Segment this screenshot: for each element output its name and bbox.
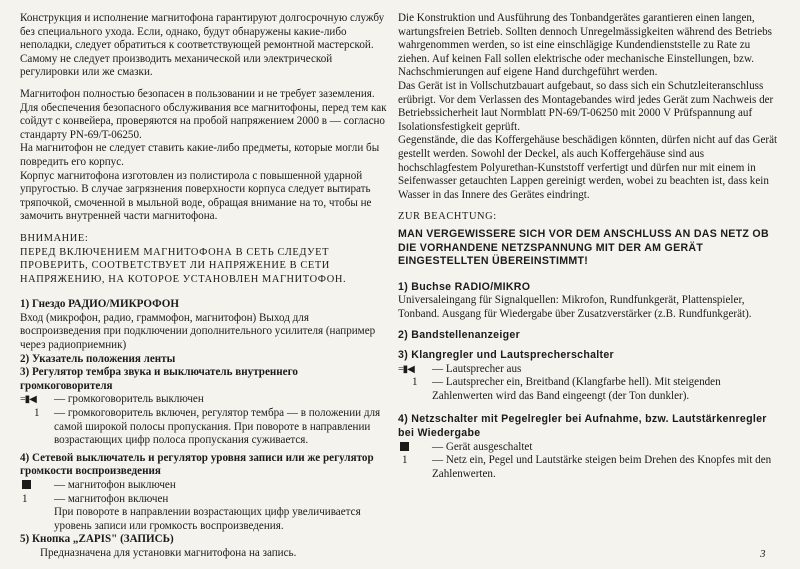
russian-column xyxy=(20,12,392,561)
section-3-pos1-row: 1 — Lautsprecher ein, Breitband (Klangfarbe hell). Mit steigenden Zahlenwerten wird das Band eingeengt (der Ton dunkler). xyxy=(412,376,721,402)
section-3-off-row: =▮◀ — Lautsprecher aus xyxy=(398,362,522,375)
section-4-title: 4) Сетевой выключатель и регулятор уровня записи или же регулятор громкости воспроизведения xyxy=(20,451,374,478)
section-1-title: 1) Гнездо РАДИО/МИКРОФОН xyxy=(20,298,180,311)
section-3-pos1-row: 1 — громкоговоритель включен, регулятор тембра — в положении для самой широкой полосы пропускания. При повороте в направлении возрастающих цифр полоса пропускания суживается. xyxy=(34,407,381,447)
warning-text: ПЕРЕД ВКЛЮЧЕНИЕМ МАГНИТОФОНА В СЕТЬ СЛЕДУЕТ ПРОВЕРИТЬ, СООТВЕТСТВУЕТ ЛИ НАПРЯЖЕНИЕ В СЕТИ НАПРЯЖЕНИЮ, НА КОТОРОЕ УСТАНОВЛЕН МАГНИТОФОН. xyxy=(20,246,347,285)
power-off-icon xyxy=(20,479,54,493)
intro-paragraph: Корпус магнитофона изготовлен из полистирола с повышенной ударной упругостью. В случае загрязнения поверхности корпуса следует вытирать тряпочкой, смоченной в мыльной воде, обращая внимание на то, чтобы не замочить внутренней части магнитофона. xyxy=(20,169,372,223)
warning-title: ВНИМАНИЕ: xyxy=(20,232,89,244)
section-4-off-row: — магнитофон выключен xyxy=(20,479,392,493)
section-4-off-row: — Gerät ausgeschaltet xyxy=(398,441,782,455)
section-3-off-row: =▮◀ — громкоговоритель выключен xyxy=(20,393,204,406)
intro-paragraph: Магнитофон полностью безопасен в пользовании и не требует заземления. Для обеспечения безопасного обслуживания все магнитофоны, перед тем как сойдут с конвейера, проверяются на пробой напряжением 2000 в — согласно стандарту PN-69/T-06250. xyxy=(20,87,387,141)
section-3-title: 3) Klangregler und Lautsprecherschalter xyxy=(398,349,614,362)
speaker-off-icon: =▮◀ xyxy=(398,363,414,375)
section-2-title: 2) Указатель положения ленты xyxy=(20,352,176,365)
section-4-pos1-row: 1 — Netz ein, Pegel und Lautstärke steigen beim Drehen des Knopfes mit den Zahlenwerten. xyxy=(402,454,772,480)
german-column xyxy=(398,12,782,481)
warning-title: ZUR BEACHTUNG: xyxy=(398,211,497,223)
section-4-title: 4) Netzschalter mit Pegelregler bei Aufnahme, bzw. Lautstärkenregler bei Wiedergabe xyxy=(398,413,767,440)
section-1-text: Вход (микрофон, радио, граммофон, магнитофон) Выход для воспроизведения при подключении дополнительного усилителя (например через радиоприемник) xyxy=(20,311,376,352)
page-number: 3 xyxy=(760,548,766,560)
section-4-pos1-row: 1 — магнитофон включен xyxy=(22,492,169,505)
power-off-icon xyxy=(398,441,432,455)
speaker-off-icon: =▮◀ xyxy=(20,394,36,406)
intro-paragraph: Die Konstruktion und Ausführung des Tonbandgerätes garantieren einen langen, wartungsfreien Betrieb. Sollten dennoch Unregelmässigkeiten während des Betriebs wahrgenommen werden, so ist eine einschlägige Kundendienststelle zu Rate zu ziehen. Auf keinen Fall sollen elektrische oder mechanische Einstellungen, bzw. Nachschmierungen auf eigene Hand durchgeführt werden. xyxy=(398,12,772,79)
intro-paragraph: На магнитофон не следует ставить какие-либо предметы, которые могли бы повредить его корпус. xyxy=(20,142,380,168)
warning-text: MAN VERGEWISSERE SICH VOR DEM ANSCHLUSS AN DAS NETZ OB DIE VORHANDENE NETZSPANNUNG MIT DER AM GERÄT EINGESTELLTEN ÜBEREINSTIMMT! xyxy=(398,227,769,268)
section-4-note: При повороте в направлении возрастающих цифр увеличивается уровень записи или громкость воспроизведения. xyxy=(54,506,361,532)
section-2-title: 2) Bandstellenanzeiger xyxy=(398,329,520,342)
intro-paragraph: Gegenstände, die das Koffergehäuse beschädigen könnten, dürfen nicht auf das Gerät gestellt werden. Sowohl der Deckel, als auch Koffergehäuse sind aus hochschlagfestem Polyurethan-Kunststoff verfertigt und dürfen nur mit einem in Seifenwasser getauchten Lappen gereinigt werden, wobei zu beachten ist, dass kein Wasser in das Innere des Gerätes eindringt. xyxy=(398,134,778,201)
intro-paragraph: Конструкция и исполнение магнитофона гарантируют долгосрочную службу без специального ухода. Если, однако, будут обнаружены какие-либо неполадки, следует обратиться к соответствующей ремонтной мастерской. Самому не следует производить механической или электрической регулировки или же смазки. xyxy=(20,12,385,79)
section-5-title: 5) Кнопка „ZAPIS" (ЗАПИСЬ) xyxy=(20,533,174,546)
intro-paragraph: Das Gerät ist in Vollschutzbauart aufgebaut, so dass sich ein Schutzleiteranschluss erübrigt. Vor dem Verlassen des Montagebandes wird jedes Gerät zum Nachweis der Betriebssicherheit laut Normblatt PN-69/T-06250 mit 2000 V Prüfspannung auf Isolationsfestigkeit geprüft. xyxy=(398,79,774,133)
section-5-text: Предназначена для установки магнитофона на запись. xyxy=(40,546,297,559)
section-3-title: 3) Регулятор тембра звука и выключатель внутреннего громкоговорителя xyxy=(20,366,298,392)
section-1-text: Universaleingang für Signalquellen: Mikrofon, Rundfunkgerät, Plattenspieler, Tonband. Ausgang für Wiedergabe über Zusatzverstärker (z.B. Rundfunkgerät). xyxy=(398,294,752,320)
section-1-title: 1) Buchse RADIO/MIKRO xyxy=(398,280,531,293)
